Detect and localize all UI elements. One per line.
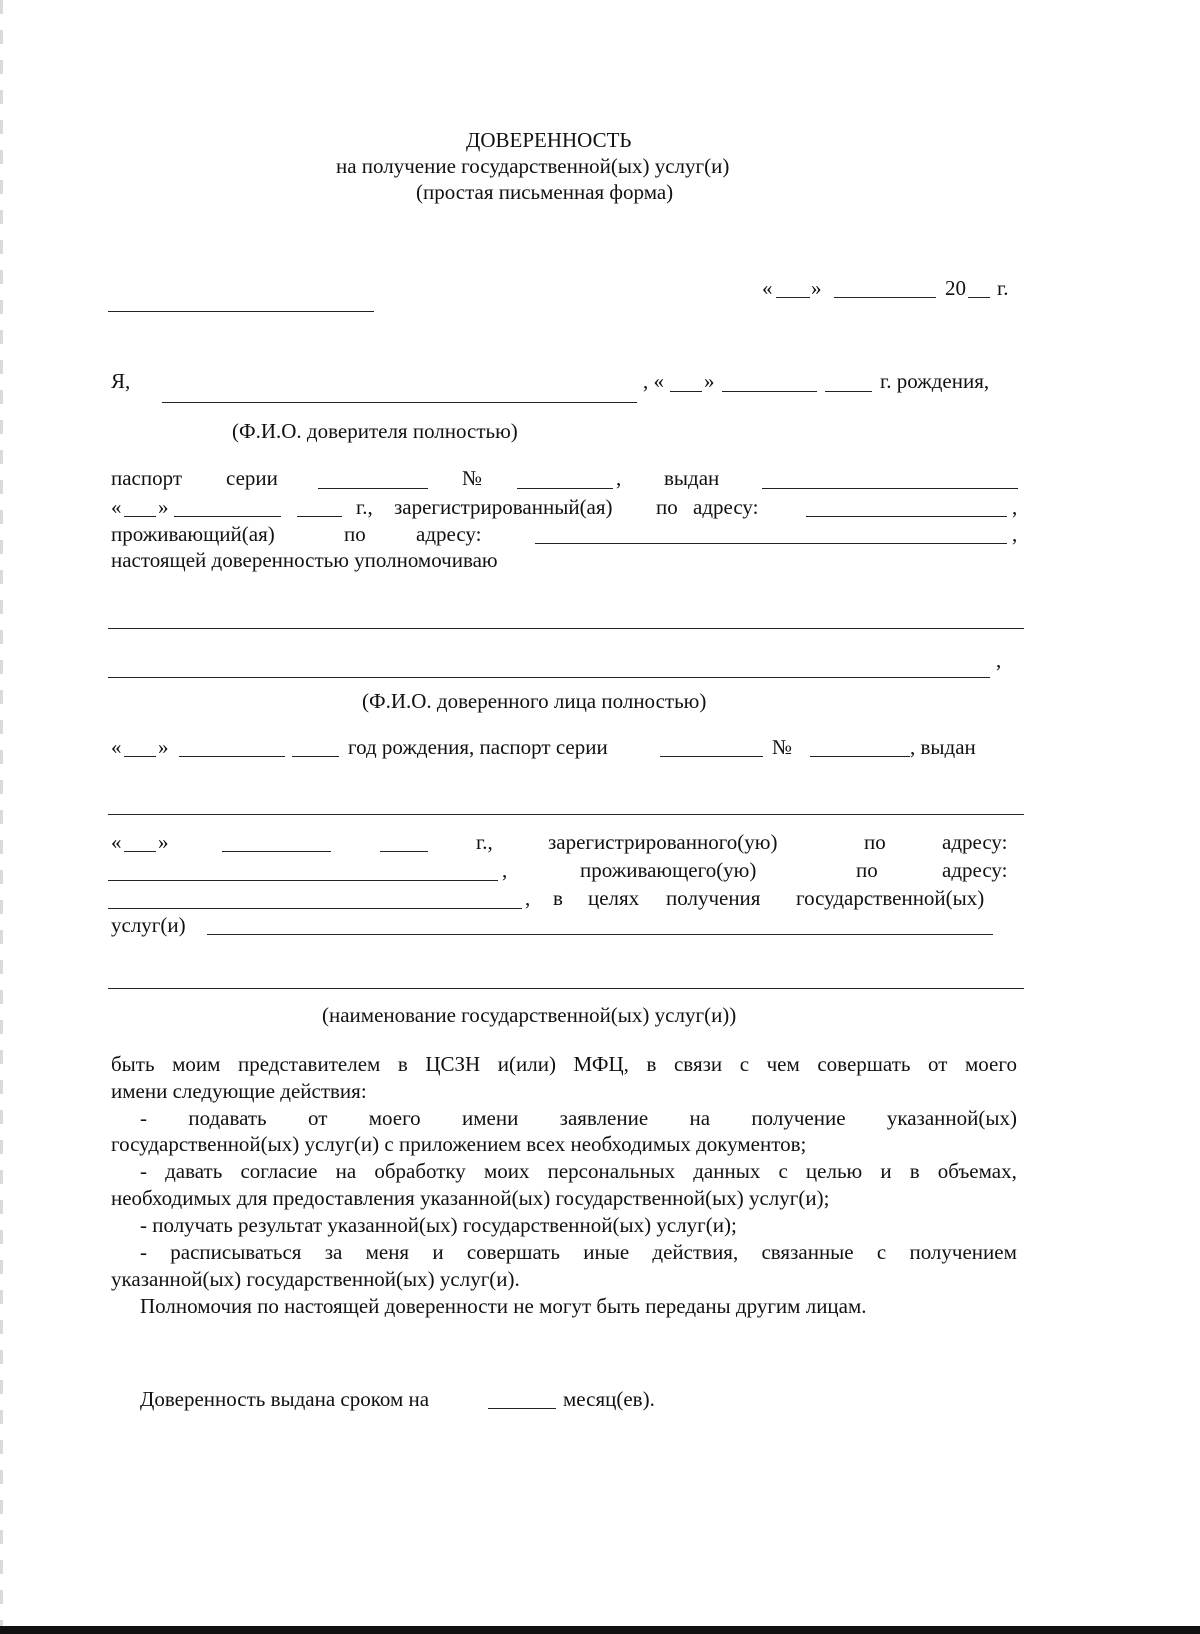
document-subtitle: на получение государственной(ых) услуг(и) <box>336 154 730 178</box>
issued-word: выдан <box>664 466 720 490</box>
action-item-1-line-1: - подавать от моего имени заявление на получение указанной(ых) <box>140 1106 1017 1130</box>
agent-dob-tail: год рождения, паспорт серии <box>348 735 608 759</box>
passport-comma: , <box>616 466 622 490</box>
principal-dob-day-blank[interactable] <box>670 391 702 392</box>
agent-residing-address-word: адресу: <box>942 858 1008 882</box>
agent-registered-word: зарегистрированного(ую) <box>548 830 778 854</box>
date-open-quote: « <box>762 276 773 300</box>
agent-residing-word: проживающего(ую) <box>580 858 757 882</box>
services-word: услуг(и) <box>111 913 186 937</box>
representative-line-2: имени следующие действия: <box>111 1079 367 1103</box>
principal-issue-month-blank[interactable] <box>174 516 281 517</box>
agent-address-word: адресу: <box>942 830 1008 854</box>
authorize-line: настоящей доверенностью уполномочиваю <box>111 548 498 572</box>
agent-residing-po-word: по <box>856 858 878 882</box>
residing-word: проживающий(ая) <box>111 522 275 546</box>
residing-po-word: по <box>344 522 366 546</box>
passport-word: паспорт <box>111 466 183 490</box>
agent-dob-month-blank[interactable] <box>179 756 285 757</box>
issue-date-close: » <box>158 495 169 519</box>
agent-residence-address-blank[interactable] <box>108 908 522 909</box>
date-year-blank[interactable] <box>968 297 990 298</box>
action-item-2-line-2: необходимых для предоставления указанной(ых) государственной(ых) услуг(и); <box>111 1186 830 1210</box>
date-month-blank[interactable] <box>834 297 936 298</box>
agent-registration-comma: , <box>502 858 508 882</box>
services-caption: (наименование государственной(ых) услуг(и)) <box>322 1003 737 1027</box>
date-day-blank[interactable] <box>776 297 810 298</box>
po-word: по <box>656 495 678 519</box>
issue-date-open: « <box>111 495 122 519</box>
principal-caption: (Ф.И.О. доверителя полностью) <box>232 419 518 443</box>
principal-name-blank[interactable] <box>162 402 637 403</box>
action-item-3: - получать результат указанной(ых) государственной(ых) услуг(и); <box>140 1213 737 1237</box>
address-word: адресу: <box>693 495 759 519</box>
agent-purpose-comma: , <box>525 886 531 910</box>
agent-name-blank-1[interactable] <box>108 628 1024 629</box>
agent-dob-close: » <box>158 735 169 759</box>
number-sign: № <box>462 466 483 490</box>
principal-dob-label: г. рождения, <box>880 369 990 393</box>
agent-caption: (Ф.И.О. доверенного лица полностью) <box>362 689 707 713</box>
series-word: серии <box>226 466 278 490</box>
purpose-word-2: целях <box>588 886 640 910</box>
term-prefix: Доверенность выдана сроком на <box>140 1387 430 1411</box>
agent-name-blank-2[interactable] <box>108 677 990 678</box>
agent-name-comma: , <box>996 648 1002 672</box>
services-name-blank-2[interactable] <box>108 988 1024 989</box>
principal-lead: Я, <box>111 369 131 393</box>
agent-issue-year-abbr: г., <box>476 830 493 854</box>
agent-number-sign: № <box>772 735 793 759</box>
agent-issue-month-blank[interactable] <box>222 851 331 852</box>
agent-registration-address-blank[interactable] <box>108 880 498 881</box>
principal-dob-close: » <box>704 369 715 393</box>
principal-dob-open: , « <box>643 369 664 393</box>
action-item-4-line-2: указанной(ых) государственной(ых) услуг(и). <box>111 1267 520 1291</box>
principal-residence-address-blank[interactable] <box>535 543 1007 544</box>
action-item-4-line-1: - расписываться за меня и совершать иные действия, связанные с получением <box>140 1240 1017 1264</box>
place-blank[interactable] <box>108 311 374 312</box>
purpose-word-3: получения <box>666 886 761 910</box>
principal-passport-number-blank[interactable] <box>517 488 613 489</box>
form-note: (простая письменная форма) <box>416 180 674 204</box>
principal-registration-address-blank[interactable] <box>806 516 1007 517</box>
agent-issue-day-blank[interactable] <box>124 851 156 852</box>
no-transfer-clause: Полномочия по настоящей доверенности не могут быть переданы другим лицам. <box>140 1294 867 1318</box>
scan-left-edge <box>0 0 3 1634</box>
principal-dob-month-blank[interactable] <box>722 391 817 392</box>
term-months-blank[interactable] <box>488 1408 556 1409</box>
document-title: ДОВЕРЕННОСТЬ <box>466 128 632 152</box>
residing-address-word: адресу: <box>416 522 482 546</box>
principal-passport-series-blank[interactable] <box>318 488 428 489</box>
term-suffix: месяц(ев). <box>563 1387 655 1411</box>
principal-issue-year-blank[interactable] <box>297 516 342 517</box>
date-close-quote: » <box>811 276 822 300</box>
agent-po-word: по <box>864 830 886 854</box>
representative-line-1: быть моим представителем в ЦСЗН и(или) МФЦ, в связи с чем совершать от моего <box>111 1052 1017 1076</box>
principal-dob-year-blank[interactable] <box>825 391 872 392</box>
action-item-2-line-1: - давать согласие на обработку моих персональных данных с целью и в объемах, <box>140 1159 1017 1183</box>
agent-dob-open: « <box>111 735 122 759</box>
principal-issued-by-blank[interactable] <box>762 488 1018 489</box>
agent-dob-day-blank[interactable] <box>124 756 156 757</box>
agent-dob-year-blank[interactable] <box>292 756 339 757</box>
scan-bottom-edge <box>0 1626 1200 1634</box>
residence-comma: , <box>1012 522 1018 546</box>
services-name-blank-1[interactable] <box>207 934 993 935</box>
agent-passport-number-blank[interactable] <box>810 756 910 757</box>
agent-issued-tail: , выдан <box>910 735 976 759</box>
action-item-1-line-2: государственной(ых) услуг(и) с приложением всех необходимых документов; <box>111 1132 807 1156</box>
purpose-word-4: государственной(ых) <box>796 886 985 910</box>
principal-issue-day-blank[interactable] <box>124 516 156 517</box>
issue-year-abbr: г., <box>356 495 373 519</box>
agent-issue-open: « <box>111 830 122 854</box>
agent-passport-series-blank[interactable] <box>660 756 763 757</box>
agent-issued-by-blank[interactable] <box>108 814 1024 815</box>
registered-word: зарегистрированный(ая) <box>394 495 613 519</box>
date-year-prefix: 20 <box>945 276 966 300</box>
agent-issue-year-blank[interactable] <box>380 851 428 852</box>
date-year-suffix: г. <box>997 276 1009 300</box>
registration-comma: , <box>1012 495 1018 519</box>
purpose-word-1: в <box>553 886 563 910</box>
agent-issue-close: » <box>158 830 169 854</box>
